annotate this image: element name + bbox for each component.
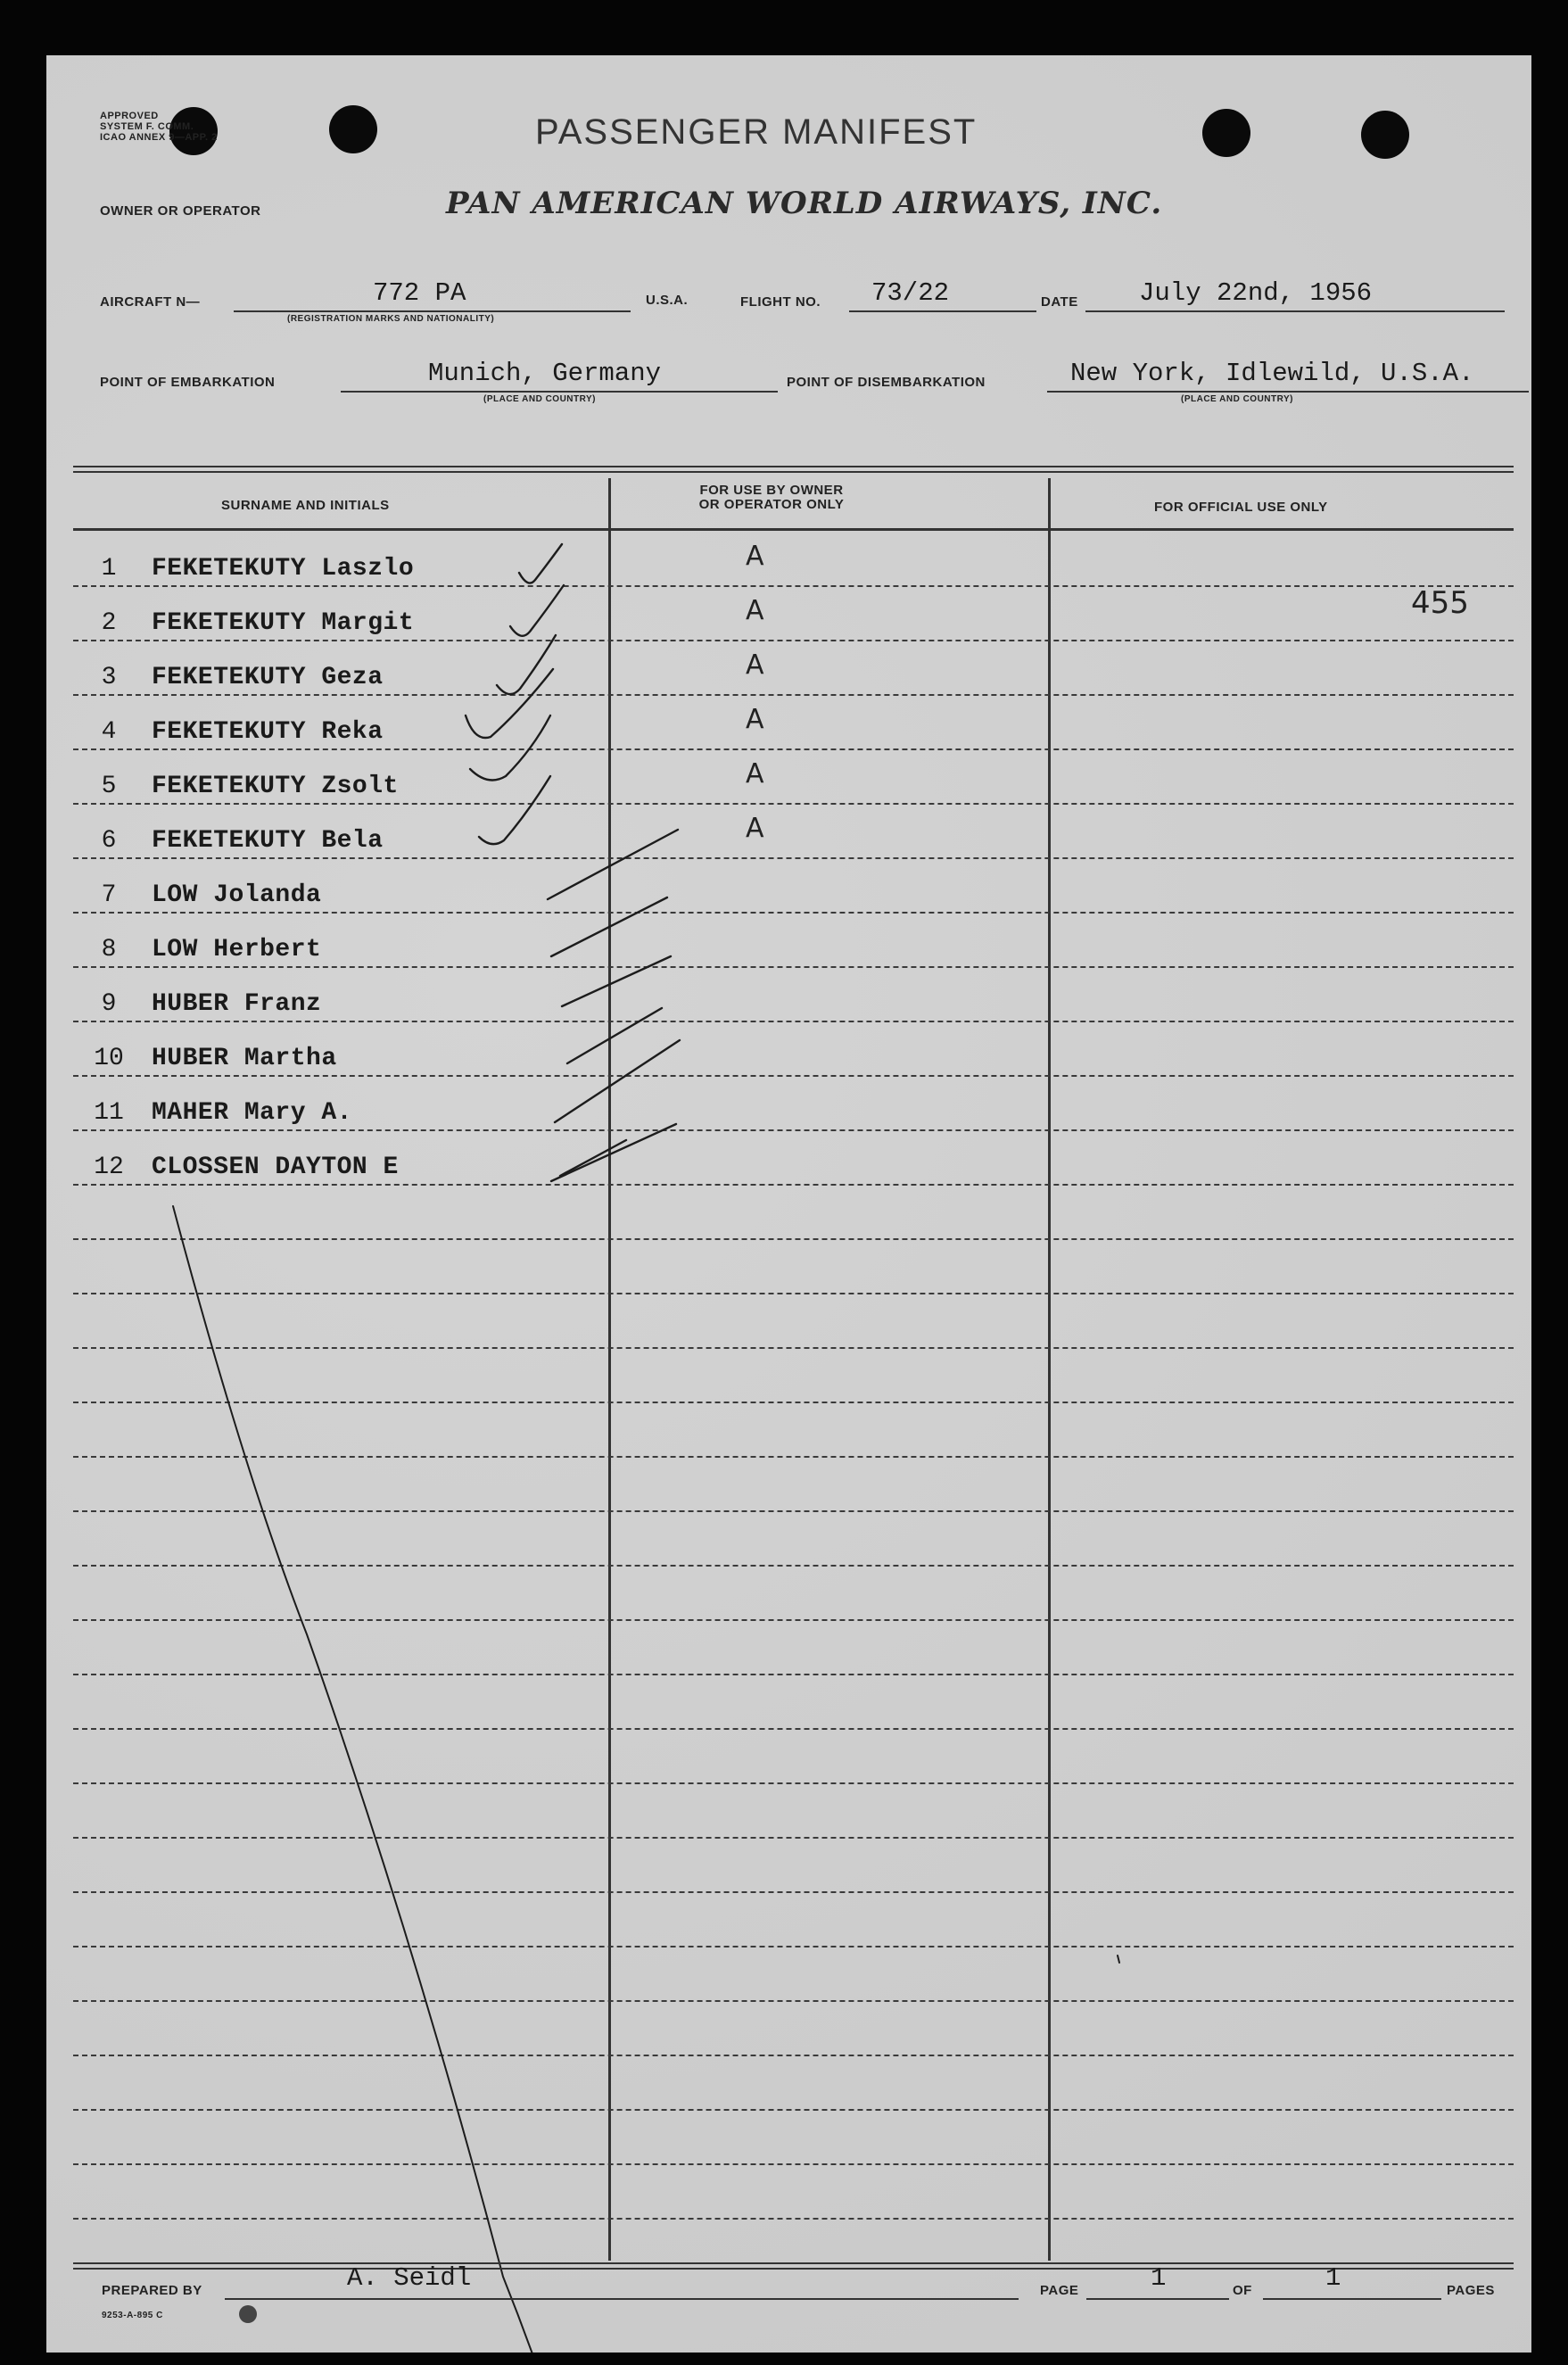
passenger-name: FEKETEKUTY Margit bbox=[152, 609, 415, 637]
row-number: 9 bbox=[101, 990, 117, 1018]
row-number: 12 bbox=[94, 1154, 124, 1181]
row-line bbox=[73, 1238, 1514, 1240]
row-line bbox=[73, 912, 1514, 914]
row-line bbox=[73, 1837, 1514, 1839]
footer-rule bbox=[73, 2262, 1514, 2270]
row-line bbox=[73, 1891, 1514, 1893]
row-number: 8 bbox=[101, 936, 117, 963]
slash-mark bbox=[562, 956, 671, 1006]
header-rule bbox=[73, 466, 1514, 473]
passenger-name: HUBER Martha bbox=[152, 1045, 337, 1072]
row-number: 3 bbox=[101, 664, 117, 691]
row-line bbox=[73, 1946, 1514, 1947]
column-head-rule bbox=[73, 528, 1514, 531]
passenger-name: LOW Herbert bbox=[152, 936, 322, 963]
operator-mark: A bbox=[746, 541, 764, 572]
date-label: DATE bbox=[1041, 294, 1078, 310]
row-number: 7 bbox=[101, 881, 117, 909]
passenger-name: FEKETEKUTY Reka bbox=[152, 718, 384, 746]
check-marks bbox=[46, 55, 1531, 2353]
form-title: PASSENGER MANIFEST bbox=[535, 112, 978, 152]
col-owner-header-line: OR OPERATOR ONLY bbox=[698, 497, 845, 512]
row-line bbox=[73, 803, 1514, 805]
row-number: 11 bbox=[94, 1099, 124, 1127]
of-label: OF bbox=[1233, 2283, 1252, 2298]
operator-mark: A bbox=[746, 595, 764, 626]
row-line bbox=[73, 1456, 1514, 1458]
operator-mark: A bbox=[746, 813, 764, 844]
row-line bbox=[73, 1075, 1514, 1077]
row-line bbox=[73, 2109, 1514, 2111]
row-line bbox=[73, 857, 1514, 859]
row-line bbox=[73, 966, 1514, 968]
page-value: 1 bbox=[1151, 2263, 1167, 2293]
aircraft-value: 772 PA bbox=[373, 278, 466, 308]
row-number: 2 bbox=[101, 609, 117, 637]
embark-sublabel: (PLACE AND COUNTRY) bbox=[483, 394, 596, 404]
of-value: 1 bbox=[1325, 2263, 1341, 2293]
aircraft-label: AIRCRAFT N— bbox=[100, 294, 201, 310]
row-line bbox=[73, 2000, 1514, 2002]
row-line bbox=[73, 640, 1514, 641]
check-mark bbox=[479, 776, 550, 844]
manifest-sheet bbox=[46, 55, 1531, 2353]
passenger-name: HUBER Franz bbox=[152, 990, 322, 1018]
col-owner-header bbox=[678, 484, 865, 512]
column-divider bbox=[1048, 478, 1051, 2261]
passenger-name: CLOSSEN DAYTON E bbox=[152, 1154, 399, 1181]
official-note: 455 bbox=[1411, 585, 1469, 621]
approval-note bbox=[100, 111, 218, 143]
row-line bbox=[73, 748, 1514, 750]
punch-hole bbox=[1202, 109, 1250, 157]
row-line bbox=[73, 1021, 1514, 1022]
prepared-label: PREPARED BY bbox=[102, 2283, 202, 2298]
row-line bbox=[73, 1293, 1514, 1294]
row-line bbox=[73, 2163, 1514, 2165]
row-line bbox=[73, 585, 1514, 587]
punch-hole bbox=[1361, 111, 1409, 159]
embark-value: Munich, Germany bbox=[428, 359, 662, 388]
row-line bbox=[73, 1510, 1514, 1512]
date-value: July 22nd, 1956 bbox=[1139, 278, 1373, 308]
slash-mark bbox=[555, 1040, 680, 1122]
operator-mark: A bbox=[746, 649, 764, 681]
row-line bbox=[73, 2218, 1514, 2220]
row-number: 10 bbox=[94, 1045, 124, 1072]
row-line bbox=[73, 1184, 1514, 1186]
approval-line: APPROVED bbox=[100, 111, 159, 121]
cancel-line bbox=[173, 1206, 655, 2353]
punch-hole bbox=[329, 105, 377, 153]
col-owner-header-line: FOR USE BY OWNER bbox=[699, 483, 844, 498]
row-number: 6 bbox=[101, 827, 117, 855]
union-label-icon bbox=[239, 2305, 257, 2323]
check-mark bbox=[519, 544, 562, 583]
check-mark bbox=[497, 635, 556, 694]
row-line bbox=[73, 1782, 1514, 1784]
row-line bbox=[73, 1402, 1514, 1403]
passenger-name: FEKETEKUTY Geza bbox=[152, 664, 384, 691]
row-line bbox=[73, 2055, 1514, 2056]
row-line bbox=[73, 1619, 1514, 1621]
passenger-name: FEKETEKUTY Zsolt bbox=[152, 773, 399, 800]
passenger-name: MAHER Mary A. bbox=[152, 1099, 352, 1127]
form-code: 9253-A-895 C bbox=[102, 2311, 163, 2320]
slash-mark bbox=[548, 830, 678, 899]
slash-mark bbox=[567, 1008, 662, 1063]
embark-label: POINT OF EMBARKATION bbox=[100, 375, 276, 390]
flight-value: 73/22 bbox=[871, 278, 950, 308]
col-official-header: FOR OFFICIAL USE ONLY bbox=[1154, 500, 1328, 515]
stray-mark bbox=[1118, 1956, 1119, 1963]
disembark-label: POINT OF DISEMBARKATION bbox=[787, 375, 986, 390]
passenger-name: FEKETEKUTY Bela bbox=[152, 827, 384, 855]
operator-mark: A bbox=[746, 758, 764, 790]
operator-mark: A bbox=[746, 704, 764, 735]
passenger-name: FEKETEKUTY Laszlo bbox=[152, 555, 415, 583]
row-number: 1 bbox=[101, 555, 117, 583]
row-line bbox=[73, 1674, 1514, 1675]
row-line bbox=[73, 1129, 1514, 1131]
usa-label: U.S.A. bbox=[646, 293, 689, 308]
col-surname-header: SURNAME AND INITIALS bbox=[221, 498, 390, 513]
approval-line: SYSTEM F. COMM. bbox=[100, 121, 194, 132]
page-label: PAGE bbox=[1040, 2283, 1079, 2298]
check-mark bbox=[466, 669, 553, 738]
row-line bbox=[73, 1728, 1514, 1730]
row-line bbox=[73, 1347, 1514, 1349]
prepared-value: A. Seidl bbox=[347, 2263, 472, 2293]
approval-line: ICAO ANNEX 9—APP. 2 bbox=[100, 132, 218, 143]
disembark-value: New York, Idlewild, U.S.A. bbox=[1070, 359, 1474, 388]
slash-mark bbox=[560, 1140, 626, 1176]
check-mark bbox=[510, 585, 564, 636]
owner-label: OWNER OR OPERATOR bbox=[100, 203, 261, 219]
passenger-name: LOW Jolanda bbox=[152, 881, 322, 909]
row-number: 4 bbox=[101, 718, 117, 746]
pages-label: PAGES bbox=[1447, 2283, 1495, 2298]
row-number: 5 bbox=[101, 773, 117, 800]
column-divider bbox=[608, 478, 611, 2261]
flight-label: FLIGHT NO. bbox=[740, 294, 821, 310]
row-line bbox=[73, 1565, 1514, 1567]
slash-mark bbox=[551, 1124, 676, 1181]
disembark-sublabel: (PLACE AND COUNTRY) bbox=[1181, 394, 1293, 404]
aircraft-sublabel: (REGISTRATION MARKS AND NATIONALITY) bbox=[287, 314, 495, 324]
operator-name: PAN AMERICAN WORLD AIRWAYS, INC. bbox=[446, 186, 1163, 221]
row-line bbox=[73, 694, 1514, 696]
